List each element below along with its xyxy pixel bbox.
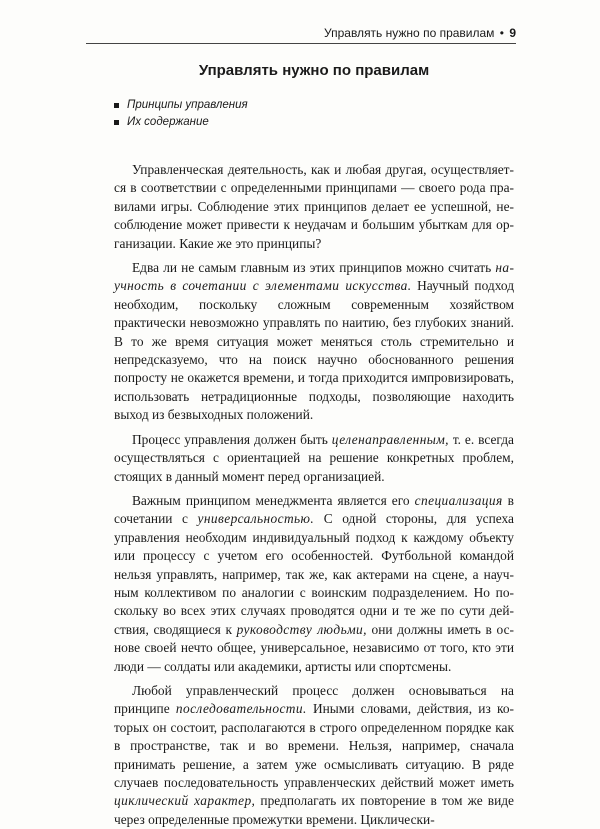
topic-label: Принципы управления [127,99,248,111]
emphasis-run: целенаправленным, [331,431,449,447]
topic-item [114,114,514,131]
text-run: Иными словами, действия, из которых он состоит, располагаются в строго определенном порядке как в пространстве, так и во времени. Нельзя, например, сначала принимать решение, а затем уже осмысливать ситуацию. В ряде случаев последовательность управленческих действий может иметь [114,701,514,790]
text-run: С одной стороны, для успеха управления необходим индивидуальный подход к каждому объекту или процессу с учетом его особенностей. Футбольной командой нельзя управлять, например, так же, как актерами на сцене, а научным коллективом по аналогии с воинским подразделением. Но поскольку во всех этих случаях проводятся одни и те же по сути действия, сводящиеся к [114,511,514,637]
paragraph [114,259,514,425]
paragraph [114,492,514,676]
body-text [114,161,514,829]
running-header [86,26,516,44]
text-run: предполагать их повторение в том же виде через определенные промежутки времени. Циклически- [114,793,514,827]
page-content [114,62,514,829]
text-run: т. е. всегда осуществляться с ориентацией на решение конкретных проблем, стоящих в данный момент перед организацией. [114,431,515,484]
page-number: 9 [509,26,516,40]
emphasis-run: специализация [414,492,503,508]
section-title: Управлять нужно по правилам [198,62,430,79]
paragraph [114,161,514,253]
square-bullet-icon [114,103,119,108]
emphasis-run: руководству людьми, [236,621,367,637]
text-run: Любой управленческий процесс должен основываться на принципе [114,682,514,717]
topic-label: Их содержание [127,116,209,128]
text-run: Научный подход необходим, поскольку сложным современным хозяйством практически невозможно управлять по наитию, без глубоких знаний. В то же время ситуация может меняться столь стремительно и непредсказуемо, что на поиск научно обоснованного решения попросту не окажется времени, и тогда приходится импровизировать, использовать нетрадиционные подходы, позволяющие находить выход из безвыходных положений. [114,278,515,423]
text-run: они должны иметь в основе своей нечто общее, универсальное, независимо от того, кто эти люди — солдаты или академики, артисты или спортсмены. [114,621,514,674]
header-bullet: • [499,26,504,40]
topic-item [114,97,514,114]
paragraph [114,682,514,829]
emphasis-run: универсальностью. [197,511,315,527]
paragraph [114,431,514,486]
running-title: Управлять нужно по правилам [324,26,495,40]
topic-list [114,97,514,131]
text-run: Управленческая деятельность, как и любая другая, осуществляется в соответствии с определенными принципами — своего рода правилами игры. Соблюдение этих принципов делает ее успешной, несоблюдение может привести к неудачам и большим убыткам для организации. Какие же это принципы? [114,162,514,251]
emphasis-run: циклический характер, [114,793,256,809]
emphasis-run: последовательности. [175,701,307,717]
emphasis-run: научность в сочетании с элементами искусства. [114,260,514,294]
text-run: Едва ли не самым главным из этих принципов можно считать [132,260,496,276]
text-run: в сочетании с [114,492,514,527]
square-bullet-icon [114,120,119,125]
text-run: Процесс управления должен быть [132,431,332,447]
text-run: Важным принципом менеджмента является его [132,492,415,508]
